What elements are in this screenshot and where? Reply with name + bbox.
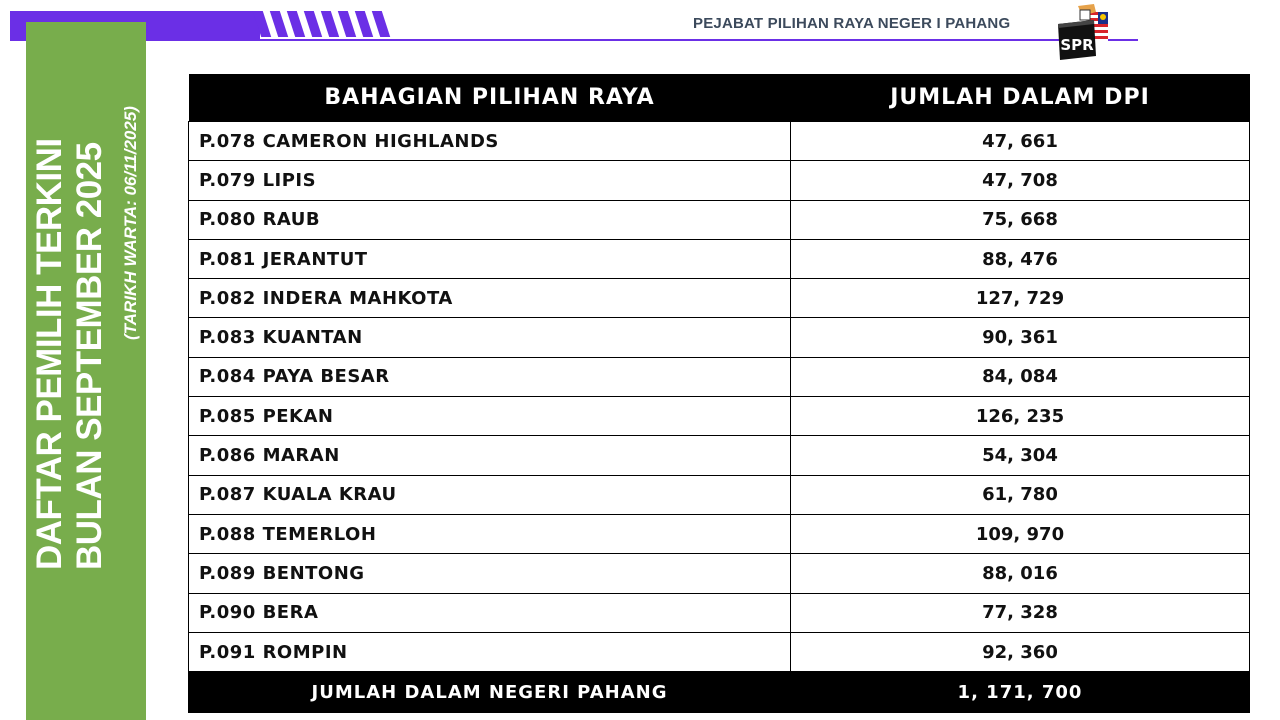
spr-logo-text: SPR [1060,36,1094,54]
constituency-name: P.085 PEKAN [189,397,791,436]
table-row [189,514,1250,553]
voter-count: 47, 708 [791,161,1250,200]
constituency-name: P.081 JERANTUT [189,239,791,278]
voter-count: 88, 016 [791,554,1250,593]
side-title-line-2: BULAN SEPTEMBER 2025 [70,142,109,570]
spr-logo [1050,2,1112,64]
constituency-name: P.089 BENTONG [189,554,791,593]
table-header-row [189,74,1250,122]
column-header-constituency: BAHAGIAN PILIHAN RAYA [189,74,791,122]
table-row [189,161,1250,200]
table-row [189,200,1250,239]
table-row [189,318,1250,357]
constituency-name: P.088 TEMERLOH [189,514,791,553]
constituency-name: P.083 KUANTAN [189,318,791,357]
voter-count: 61, 780 [791,475,1250,514]
constituency-name: P.080 RAUB [189,200,791,239]
voter-count: 90, 361 [791,318,1250,357]
voter-count: 47, 661 [791,122,1250,161]
constituency-name: P.078 CAMERON HIGHLANDS [189,122,791,161]
total-value: 1, 171, 700 [791,672,1250,713]
table-row [189,279,1250,318]
constituency-name: P.086 MARAN [189,436,791,475]
decorative-stripes [255,11,395,37]
table-total-row [189,672,1250,713]
table-row [189,475,1250,514]
voter-count: 84, 084 [791,357,1250,396]
voter-count: 109, 970 [791,514,1250,553]
constituency-name: P.087 KUALA KRAU [189,475,791,514]
voter-count: 77, 328 [791,593,1250,632]
voter-table-grid [188,74,1250,713]
gazette-date: (TARIKH WARTA: 06/11/2025) [121,106,140,340]
side-title-line-1: DAFTAR PEMILIH TERKINI [30,138,69,570]
constituency-name: P.084 PAYA BESAR [189,357,791,396]
voter-count: 126, 235 [791,397,1250,436]
table-row [189,239,1250,278]
total-label: JUMLAH DALAM NEGERI PAHANG [189,672,791,713]
top-accent-line [10,39,1138,41]
table-row [189,436,1250,475]
voter-count: 127, 729 [791,279,1250,318]
constituency-name: P.091 ROMPIN [189,632,791,671]
office-name: PEJABAT PILIHAN RAYA NEGER I PAHANG [693,15,1011,32]
table-row [189,357,1250,396]
column-header-total: JUMLAH DALAM DPI [791,74,1250,122]
constituency-name: P.082 INDERA MAHKOTA [189,279,791,318]
table-row [189,593,1250,632]
voter-table [188,74,1249,713]
voter-count: 88, 476 [791,239,1250,278]
constituency-name: P.079 LIPIS [189,161,791,200]
voter-count: 54, 304 [791,436,1250,475]
table-row [189,554,1250,593]
table-row [189,122,1250,161]
table-row [189,632,1250,671]
voter-count: 75, 668 [791,200,1250,239]
table-row [189,397,1250,436]
voter-count: 92, 360 [791,632,1250,671]
side-title [30,50,110,570]
constituency-name: P.090 BERA [189,593,791,632]
